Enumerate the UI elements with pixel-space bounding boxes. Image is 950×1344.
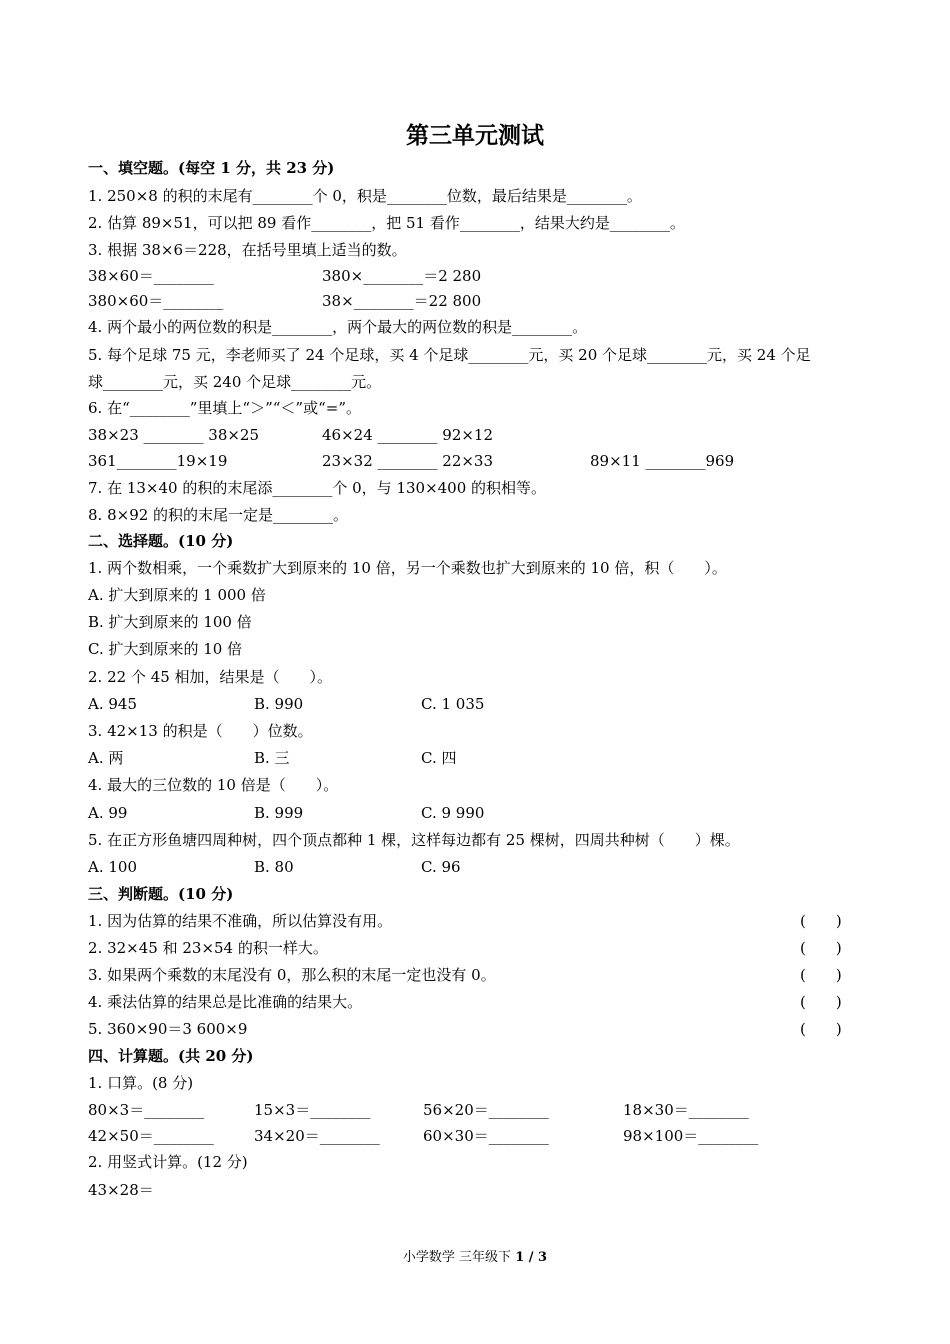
section3-heading: 三、判断题。(10 分) bbox=[88, 885, 234, 903]
s3-statement-5: 5. 360×90＝3 600×9 bbox=[88, 1020, 248, 1038]
s2-question-4: 4. 最大的三位数的 10 倍是（ ）。 bbox=[88, 776, 339, 794]
s1-q3-item: 38×________＝22 800 bbox=[322, 292, 482, 310]
s1-q6-item: 23×32 ________ 22×33 bbox=[322, 452, 494, 470]
s1-q3-item: 380×________＝2 280 bbox=[322, 267, 482, 285]
s2-question-3: 3. 42×13 的积是（ ）位数。 bbox=[88, 722, 313, 740]
page-number: 1 / 3 bbox=[515, 1250, 548, 1265]
s3-answer-paren: ( ) bbox=[800, 939, 842, 957]
s1-question-1: 1. 250×8 的积的末尾有________个 0，积是________位数，最后结果是________。 bbox=[88, 187, 642, 205]
s2-q5-option-c: C. 96 bbox=[421, 858, 461, 876]
s1-question-5-line2: 球________元，买 240 个足球________元。 bbox=[88, 373, 382, 391]
s4-oral-item: 15×3＝________ bbox=[254, 1101, 371, 1119]
s1-question-4: 4. 两个最小的两位数的积是________，两个最大的两位数的积是________。 bbox=[88, 318, 588, 336]
s2-question-2: 2. 22 个 45 相加，结果是（ ）。 bbox=[88, 668, 333, 686]
s3-answer-paren: ( ) bbox=[800, 912, 842, 930]
s1-question-3: 3. 根据 38×6＝228，在括号里填上适当的数。 bbox=[88, 241, 407, 259]
s3-statement-1: 1. 因为估算的结果不准确，所以估算没有用。 bbox=[88, 912, 393, 930]
s2-q5-option-a: A. 100 bbox=[88, 858, 137, 876]
s1-q6-item: 38×23 ________ 38×25 bbox=[88, 426, 260, 444]
s2-q4-option-b: B. 999 bbox=[254, 804, 304, 822]
page-footer bbox=[0, 1246, 950, 1265]
s4-oral-item: 98×100＝________ bbox=[623, 1127, 759, 1145]
s1-question-6: 6. 在“________”里填上“＞”“＜”或“=”。 bbox=[88, 399, 361, 417]
s4-oral-item: 80×3＝________ bbox=[88, 1101, 205, 1119]
s3-answer-paren: ( ) bbox=[800, 1020, 842, 1038]
s4-sub-2: 2. 用竖式计算。(12 分) bbox=[88, 1153, 248, 1171]
section1-heading: 一、填空题。(每空 1 分，共 23 分) bbox=[88, 159, 335, 177]
s2-question-1: 1. 两个数相乘，一个乘数扩大到原来的 10 倍，另一个乘数也扩大到原来的 10 倍，积（ ）。 bbox=[88, 559, 727, 577]
s2-q5-option-b: B. 80 bbox=[254, 858, 294, 876]
s4-oral-item: 42×50＝________ bbox=[88, 1127, 214, 1145]
s2-q2-option-b: B. 990 bbox=[254, 695, 304, 713]
s2-q3-option-a: A. 两 bbox=[88, 749, 124, 767]
s4-oral-item: 34×20＝________ bbox=[254, 1127, 380, 1145]
s2-q3-option-b: B. 三 bbox=[254, 749, 290, 767]
footer-text: 小学数学 三年级下 bbox=[402, 1250, 512, 1265]
s3-statement-4: 4. 乘法估算的结果总是比准确的结果大。 bbox=[88, 993, 363, 1011]
s3-statement-2: 2. 32×45 和 23×54 的积一样大。 bbox=[88, 939, 328, 957]
s3-statement-3: 3. 如果两个乘数的末尾没有 0，那么积的末尾一定也没有 0。 bbox=[88, 966, 496, 984]
s3-answer-paren: ( ) bbox=[800, 993, 842, 1011]
s2-q1-option-a: A. 扩大到原来的 1 000 倍 bbox=[88, 586, 266, 604]
s1-question-5-line1: 5. 每个足球 75 元，李老师买了 24 个足球，买 4 个足球________元，买 20 个足球________元，买 24 个足 bbox=[88, 346, 811, 364]
s1-question-7: 7. 在 13×40 的积的末尾添________个 0，与 130×400 的积相等。 bbox=[88, 479, 547, 497]
s4-oral-item: 18×30＝________ bbox=[623, 1101, 749, 1119]
s2-q1-option-b: B. 扩大到原来的 100 倍 bbox=[88, 613, 252, 631]
s2-question-5: 5. 在正方形鱼塘四周种树，四个顶点都种 1 棵，这样每边都有 25 棵树，四周共种树（ ）棵。 bbox=[88, 831, 740, 849]
s3-answer-paren: ( ) bbox=[800, 966, 842, 984]
s2-q2-option-a: A. 945 bbox=[88, 695, 137, 713]
s4-oral-item: 60×30＝________ bbox=[423, 1127, 549, 1145]
section2-heading: 二、选择题。(10 分) bbox=[88, 532, 234, 550]
s2-q4-option-c: C. 9 990 bbox=[421, 804, 485, 822]
s4-sub-1: 1. 口算。(8 分) bbox=[88, 1074, 194, 1092]
page-title: 第三单元测试 bbox=[406, 122, 544, 149]
section4-heading: 四、计算题。(共 20 分) bbox=[88, 1047, 254, 1065]
s2-q2-option-c: C. 1 035 bbox=[421, 695, 485, 713]
s2-q3-option-c: C. 四 bbox=[421, 749, 457, 767]
s1-question-8: 8. 8×92 的积的末尾一定是________。 bbox=[88, 506, 349, 524]
s4-vertical-item: 43×28＝ bbox=[88, 1181, 154, 1199]
s4-oral-item: 56×20＝________ bbox=[423, 1101, 549, 1119]
s1-q6-item: 46×24 ________ 92×12 bbox=[322, 426, 494, 444]
s2-q4-option-a: A. 99 bbox=[88, 804, 128, 822]
s1-q6-item: 361________19×19 bbox=[88, 452, 228, 470]
s1-q3-item: 380×60＝________ bbox=[88, 292, 224, 310]
s2-q1-option-c: C. 扩大到原来的 10 倍 bbox=[88, 640, 243, 658]
s1-q3-item: 38×60＝________ bbox=[88, 267, 214, 285]
s1-q6-item: 89×11 ________969 bbox=[590, 452, 735, 470]
s1-question-2: 2. 估算 89×51，可以把 89 看作________，把 51 看作________，结果大约是________。 bbox=[88, 214, 685, 232]
